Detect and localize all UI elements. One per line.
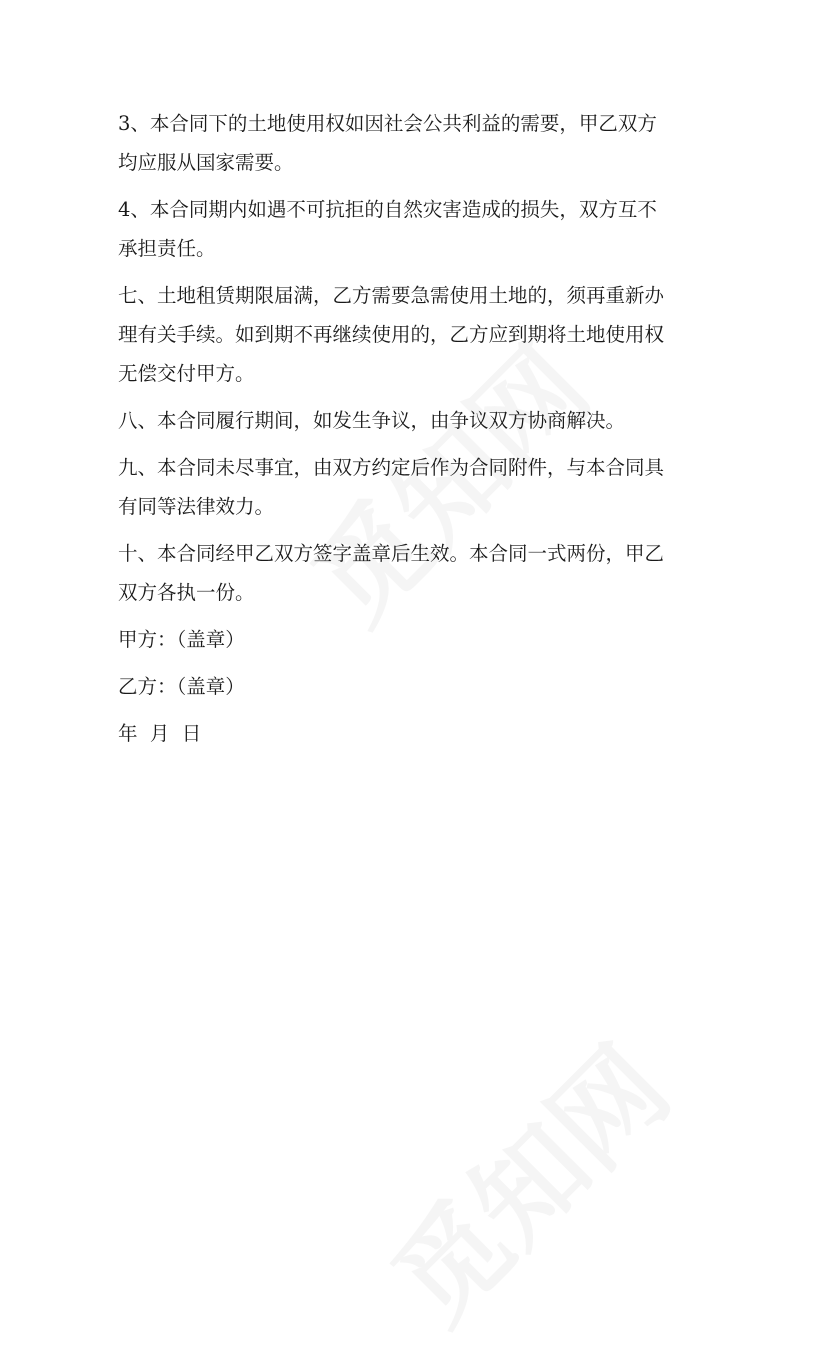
text-line: 均应服从国家需要。: [118, 151, 294, 174]
signature-party-b: [118, 667, 718, 706]
text-line: 乙方：（盖章）: [118, 675, 245, 698]
contract-body: [118, 104, 718, 753]
text-line: 十、本合同经甲乙双方签字盖章后生效。本合同一式两份，甲乙: [118, 542, 665, 565]
signature-date: [118, 714, 718, 753]
text-line: 3、本合同下的土地使用权如因社会公共利益的需要，甲乙双方: [118, 112, 657, 135]
signature-party-a: [118, 620, 718, 659]
text-line: 承担责任。: [118, 237, 216, 260]
paragraph-article-10: [118, 534, 718, 612]
paragraph-clause-4: [118, 190, 718, 268]
text-line: 甲方：（盖章）: [118, 628, 245, 651]
text-line: 4、本合同期内如遇不可抗拒的自然灾害造成的损失，双方互不: [118, 198, 657, 221]
paragraph-article-8: [118, 401, 718, 440]
paragraph-article-9: [118, 448, 718, 526]
paragraph-clause-3: [118, 104, 718, 182]
text-line: 双方各执一份。: [118, 581, 255, 604]
text-line: 无偿交付甲方。: [118, 362, 255, 385]
paragraph-article-7: [118, 276, 718, 393]
text-line: 年 月 日: [118, 722, 202, 745]
text-line: 有同等法律效力。: [118, 495, 275, 518]
text-line: 九、本合同未尽事宜，由双方约定后作为合同附件，与本合同具: [118, 456, 665, 479]
text-line: 理有关手续。如到期不再继续使用的，乙方应到期将土地使用权: [118, 323, 665, 346]
watermark: [352, 1006, 697, 1351]
text-line: 八、本合同履行期间，如发生争议，由争议双方协商解决。: [118, 409, 626, 432]
text-line: 七、土地租赁期限届满，乙方需要急需使用土地的，须再重新办: [118, 284, 665, 307]
